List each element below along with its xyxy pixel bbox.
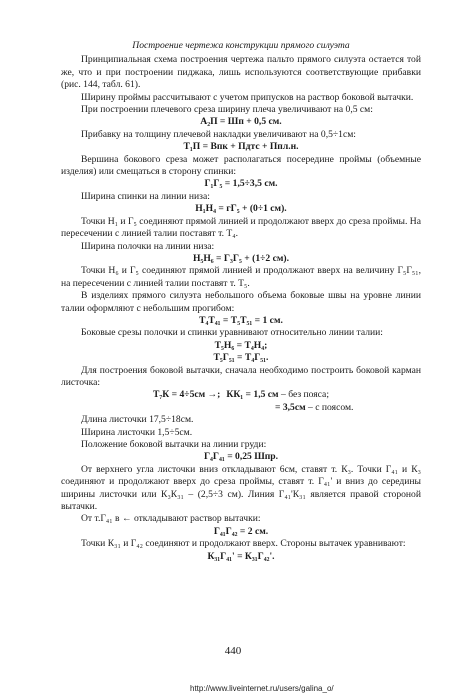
- paragraph-shoulder: При построении плечевого среза ширину плеча увеличивают на 0,5 см:: [81, 104, 373, 116]
- formula-t5g51: Т₅Г₅₁ = Т₄Г₅₁.: [213, 352, 269, 364]
- formula-g1g5: Г₁Г₅ = 1,5÷3,5 см.: [204, 178, 278, 190]
- formula-k31g41: К₃₁Г₄₁' = К₃₁Г₄₂'.: [207, 550, 275, 562]
- paragraph-armhole-width: Ширину проймы рассчитывают с учетом припусков на раствор боковой вытачки.: [81, 91, 414, 103]
- formula-t5n6: Т₅Н₆ = Т₄Н₄;: [214, 339, 268, 351]
- formula-kk1-belt-note: – с поясом.: [305, 401, 354, 413]
- paragraph-side-seam: Вершина бокового среза может располагаться посередине проймы (объемные изделия) или смещаться в сторону спинки:: [61, 153, 421, 178]
- paragraph-intro: Принципиальная схема построения чертежа пальто прямого силуэта остается той же, что и при построении пиджака, лишь используются соответствующие прибавки (рис. 144, табл. 61).: [61, 54, 421, 91]
- paragraph-dart-position: Положение боковой вытачки на линии груди:: [81, 439, 267, 450]
- formula-g4g41: Г₄Г₄₁ = 0,25 Шпр.: [203, 451, 279, 463]
- paragraph-side-curve: В изделиях прямого силуэта небольшого объема боковые швы на уровне линии талии оформляют с небольшим прогибом:: [61, 290, 421, 314]
- formula-n5n6: Н₅Н₆ = Г₃Г₅ + (1÷2 см).: [192, 252, 289, 264]
- formula-kk1-belt: = 3,5см – с поясом.: [275, 401, 354, 413]
- paragraph-pocket-intro: Для построения боковой вытачки, сначала необходимо построить боковой карман листочка:: [61, 364, 421, 388]
- paragraph-shoulder-pad: Прибавку на толщину плечевой накладки увеличивают на 0,5÷1см:: [81, 128, 356, 140]
- paragraph-pocket-width: Ширина листочки 1,5÷5см.: [81, 426, 193, 438]
- paragraph-dart-sides: Точки К₃₁ и Г₄₂ соединяют и продолжают вверх. Стороны вытачек уравнивают:: [81, 538, 406, 550]
- formula-t1p: Т₁П = Впк + Пдтс + Ппл.н.: [183, 141, 299, 153]
- formula-t4t41: Т₄Т₄₁ = Т₅Т₅₁ = 1 см.: [199, 314, 283, 326]
- document-page: [61, 40, 421, 563]
- paragraph-back-hem-width: Ширина спинки на линии низа:: [81, 190, 210, 202]
- paragraph-front-line: Точки Н₆ и Г₅ соединяют прямой линией и продолжают вверх на величину Г₅Г₅₁, на пересечении с линией талии поставят т. Т₅.: [61, 265, 421, 289]
- page-number: 440: [224, 645, 242, 657]
- footer-url[interactable]: http://www.liveinternet.ru/users/galina_o/: [190, 684, 334, 693]
- paragraph-front-hem-width: Ширина полочки на линии низа:: [81, 240, 215, 252]
- paragraph-dart-construction: От верхнего угла листочки вниз откладывают 6см, ставят т. К₃. Точки Г₄₁ и К₃ соединяют и продолжают вверх до среза проймы, ставят т. Г₄₁' и вниз до середины ширины листочки или К₃К₃₁ – (2,5÷3 см). Линия Г₄₁'К₃₁ является правой стороной вытачки.: [61, 463, 421, 513]
- paragraph-back-line: Точки Н₁ и Г₅ соединяют прямой линией и продолжают вверх до среза проймы. На пересечении с линией талии поставят т. Т₄.: [61, 215, 421, 240]
- formula-g41g42: Г₄₁Г₄₂ = 2 см.: [213, 525, 269, 537]
- formula-kk1-note: – без пояса;: [278, 389, 329, 401]
- formula-t7k: Т₇К = 4÷5см →;: [153, 389, 221, 401]
- formula-kk1: КК₁ = 1,5 см – без пояса;: [226, 389, 329, 401]
- formula-n1n4: Н₁Н₄ = гГ₅ + (0÷1 см).: [195, 203, 287, 215]
- formula-a2p: А₂П = Шп + 0,5 см.: [200, 116, 282, 128]
- formula-pocket-row: [61, 389, 421, 401]
- paragraph-dart-opening: От т.Г₄₁ в ← откладывают раствор вытачки:: [81, 513, 261, 525]
- paragraph-side-equalize: Боковые срезы полочки и спинки уравнивают относительно линии талии:: [81, 327, 383, 339]
- paragraph-pocket-length: Длина листочки 17,5÷18см.: [81, 414, 194, 426]
- section-heading: Построение чертежа конструкции прямого силуэта: [132, 40, 350, 51]
